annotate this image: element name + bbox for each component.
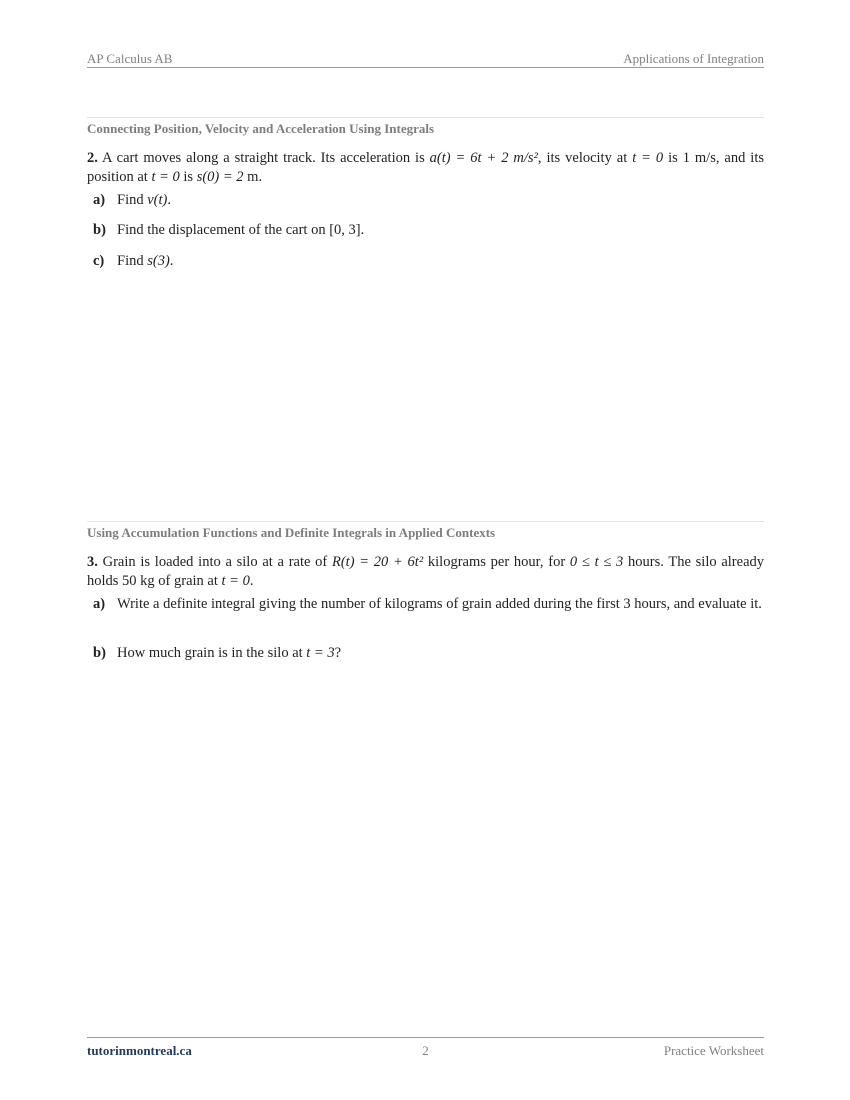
problem-text: . [249,573,254,589]
section-divider [87,521,764,522]
part-text-end: . [167,192,171,208]
math-expression: a(t) = 6t + 2 m/s² [429,150,538,166]
math-expression: [0, 3] [329,222,361,238]
section-title: Using Accumulation Functions and Definite Integrals in Applied Contexts [87,525,496,540]
math-expression: t = 3 [306,645,335,661]
part-label: c) [93,253,105,269]
part-b [93,644,764,663]
problem-number: 3. [87,554,98,570]
math-expression: R(t) = 20 + 6t² [331,554,424,570]
part-text-end: ? [334,645,342,661]
problem-text: m. [243,169,263,185]
problem-text: hours. The silo already holds 50 kg of grain at [87,554,765,589]
part-text [117,644,764,663]
part-text [117,191,764,210]
math-expression: t = 0 [151,169,180,185]
part-text [117,252,764,271]
problem-number: 2. [87,150,98,166]
part-label: a) [93,192,106,208]
math-expression: s(0) = 2 [196,169,244,185]
header-divider [87,67,764,68]
footer-label: Practice Worksheet [663,1043,764,1058]
section-divider [87,117,764,118]
part-c [93,252,764,271]
math-expression: v(t) [147,192,168,208]
math-expression: 0 ≤ t ≤ 3 [569,554,624,570]
math-expression: s(3) [147,253,170,269]
part-a [93,595,764,614]
part-text-end: . [360,222,365,238]
footer-divider [87,1037,764,1038]
math-expression: t = 0 [632,150,664,166]
part-label: a) [93,596,106,612]
part-text-plain: Find [117,253,148,269]
problem-text: , its velocity at [537,150,633,166]
problem-text: is [179,169,197,185]
part-a [93,191,764,210]
problem-text: kilograms per hour, for [423,554,570,570]
page-number: 2 [422,1043,429,1058]
section-title: Connecting Position, Velocity and Acceleration Using Integrals [87,121,435,136]
part-text-plain: Find [117,192,148,208]
page-header [87,51,764,67]
course-title: AP Calculus AB [87,51,173,66]
problem-2 [87,149,764,187]
problem-3 [87,553,764,591]
math-expression: t = 0 [221,573,250,589]
problem-text: Grain is loaded into a silo at a rate of [102,554,332,570]
unit-title: Applications of Integration [623,51,764,66]
part-label: b) [93,645,106,661]
site-link[interactable]: tutorinmontreal.ca [87,1043,192,1058]
problem-text: A cart moves along a straight track. Its acceleration is [102,150,430,166]
part-text-plain: How much grain is in the silo at [117,645,307,661]
problem-text: is 1 m/s, and its position at [87,150,765,185]
part-text: Write a definite integral giving the number of kilograms of grain added during the first 3 hours, and evaluate it. [117,596,762,612]
part-b [93,221,764,240]
part-text-plain: Find the displacement of the cart on [117,222,330,238]
part-label: b) [93,222,106,238]
part-text-end: . [169,253,174,269]
part-text [117,221,764,240]
